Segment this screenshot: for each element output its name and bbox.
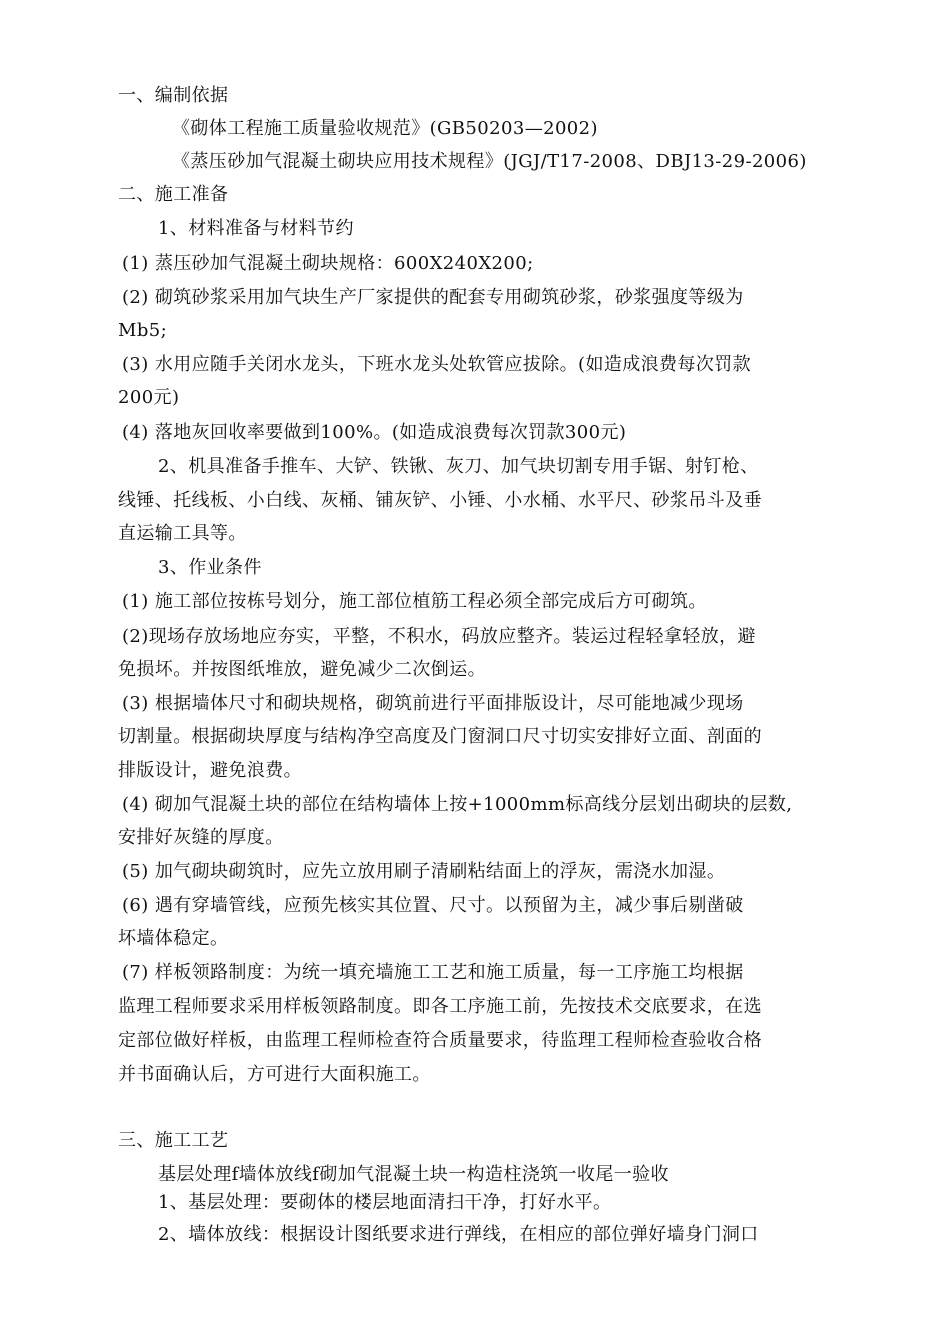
conditions-item-3-line-1: (3) 根据墙体尺寸和砌块规格，砌筑前进行平面排版设计，尽可能地减少现场 [122,693,744,714]
materials-item-3-line-1: (3) 水用应随手关闭水龙头，下班水龙头处软管应拔除。(如造成浪费每次罚款 [122,354,752,375]
subsection-conditions-title: 3、作业条件 [158,557,262,578]
materials-item-3-line-2: 200元) [118,387,180,408]
reference-jgj-t17: 《蒸压砂加气混凝土砌块应用技术规程》(JGJ/T17-2008、DBJ13-29-2006) [172,151,807,172]
conditions-item-3-line-2: 切割量。根据砌块厚度与结构净空高度及门窗洞口尺寸切实安排好立面、剖面的 [118,726,762,747]
conditions-item-2-line-1: (2)现场存放场地应夯实，平整，不积水，码放应整齐。装运过程轻拿轻放，避 [122,626,756,647]
process-flow: 基层处理f墙体放线f砌加气混凝土块一构造柱浇筑一收尾一验收 [158,1164,669,1185]
materials-item-2-line-2: Mb5; [118,320,168,341]
conditions-item-2-line-2: 免损坏。并按图纸堆放，避免减少二次倒运。 [118,659,486,680]
step-1-base-treatment: 1、基层处理：要砌体的楼层地面清扫干净，打好水平。 [158,1192,612,1213]
section1-heading: 一、编制依据 [118,85,229,106]
conditions-item-4-line-2: 安排好灰缝的厚度。 [118,827,284,848]
materials-item-2-line-1: (2) 砌筑砂浆采用加气块生产厂家提供的配套专用砌筑砂浆，砂浆强度等级为 [122,287,744,308]
tools-line-1: 2、机具准备手推车、大铲、铁锹、灰刀、加气块切割专用手锯、射钉枪、 [158,456,759,477]
section2-heading: 二、施工准备 [118,184,229,205]
conditions-item-7-line-2: 监理工程师要求采用样板领路制度。即各工序施工前，先按技术交底要求，在选 [118,996,762,1017]
conditions-item-7-line-4: 并书面确认后，方可进行大面积施工。 [118,1064,431,1085]
conditions-item-7-line-1: (7) 样板领路制度：为统一填充墙施工工艺和施工质量，每一工序施工均根据 [122,962,744,983]
materials-item-4: (4) 落地灰回收率要做到100%。(如造成浪费每次罚款300元) [122,422,627,443]
conditions-item-4-line-1: (4) 砌加气混凝土块的部位在结构墙体上按+1000mm标高线分层划出砌块的层数, [122,794,793,815]
conditions-item-6-line-2: 坏墙体稳定。 [118,928,229,949]
conditions-item-1: (1) 施工部位按栋号划分，施工部位植筋工程必须全部完成后方可砌筑。 [122,591,707,612]
tools-line-3: 直运输工具等。 [118,523,247,544]
conditions-item-3-line-3: 排版设计，避免浪费。 [118,760,302,781]
tools-line-2: 线锤、托线板、小白线、灰桶、铺灰铲、小锤、小水桶、水平尺、砂浆吊斗及垂 [118,490,762,511]
conditions-item-6-line-1: (6) 遇有穿墙管线，应预先核实其位置、尺寸。以预留为主，减少事后剔凿破 [122,895,744,916]
conditions-item-7-line-3: 定部位做好样板，由监理工程师检查符合质量要求，待监理工程师检查验收合格 [118,1030,762,1051]
materials-item-1: (1) 蒸压砂加气混凝土砌块规格：600X240X200; [122,253,534,274]
step-2-wall-layout: 2、墙体放线：根据设计图纸要求进行弹线，在相应的部位弹好墙身门洞口 [158,1224,759,1245]
conditions-item-5: (5) 加气砌块砌筑时，应先立放用刷子清刷粘结面上的浮灰，需浇水加湿。 [122,861,726,882]
reference-gb50203: 《砌体工程施工质量验收规范》(GB50203—2002) [172,118,598,139]
subsection-materials-title: 1、材料准备与材料节约 [158,218,354,239]
section3-heading: 三、施工工艺 [118,1130,229,1151]
